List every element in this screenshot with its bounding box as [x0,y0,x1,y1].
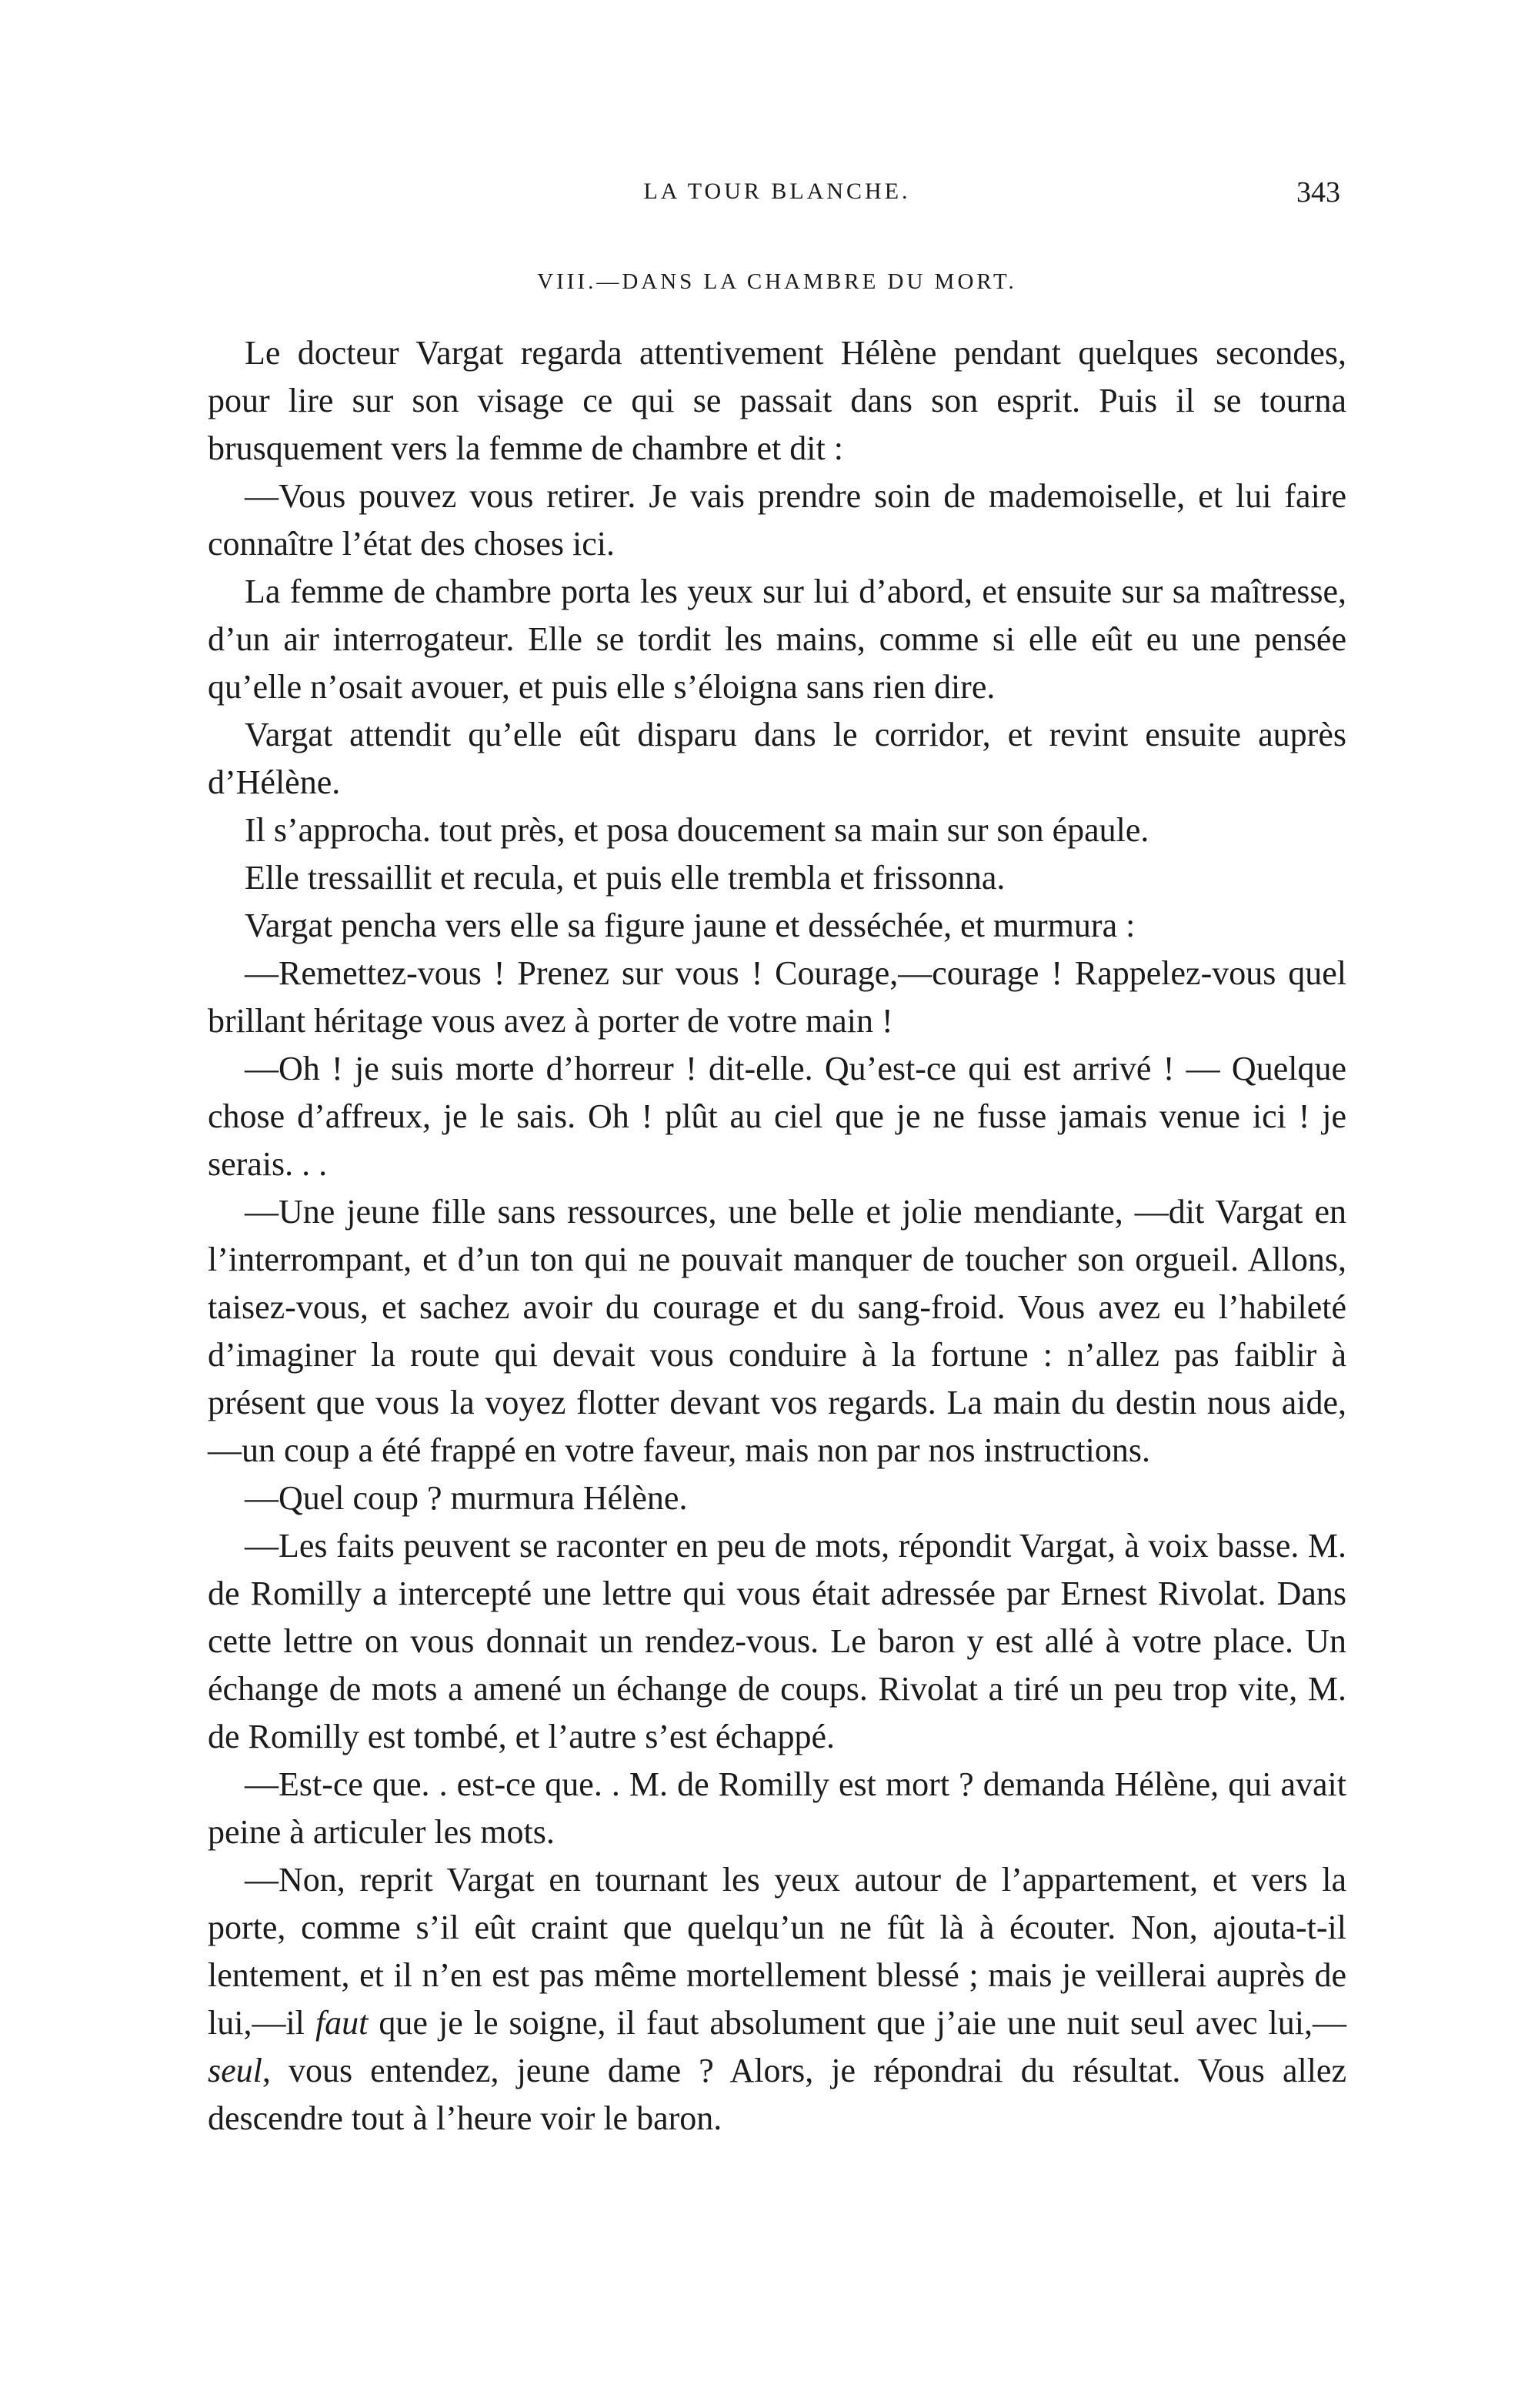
paragraph-4: Vargat attendit qu’elle eût disparu dans le corridor, et revint ensuite auprès d’Hélène. [208,716,1346,801]
chapter-heading: VIII.—DANS LA CHAMBRE DU MORT. [537,269,1017,294]
paragraph-7: Vargat pencha vers elle sa figure jaune et desséchée, et murmura : [245,907,1136,944]
running-title: LA TOUR BLANCHE. [643,179,911,204]
paragraph-2: —Vous pouvez vous retirer. Je vais prendre soin de mademoiselle, et lui faire connaître l’état des choses ici. [208,477,1346,563]
paragraph-10: —Une jeune fille sans ressources, une belle et jolie mendiante, —dit Vargat en l’interrompant, et d’un ton qui ne pouvait manquer de toucher son orgueil. Allons, taisez-vous, et sachez avoir du courage et du sang-froid. Vous avez eu l’habileté d’imaginer la route qui devait vous conduire à la fortune : n’allez pas faiblir à présent que vous la voyez flotter devant vos regards. La main du destin nous aide,—un coup a été frappé en votre faveur, mais non par nos instructions. [208,1193,1346,1469]
body-text [208,329,1346,2142]
page-number: 343 [1296,176,1340,209]
paragraph-11: —Quel coup ? murmura Hélène. [245,1479,688,1517]
paragraph-6: Elle tressaillit et recula, et puis elle trembla et frissonna. [245,859,1006,897]
emphasis-seul: seul [208,2052,262,2089]
paragraph-13: —Est-ce que. . est-ce que. . M. de Romilly est mort ? demanda Hélène, qui avait peine à articuler les mots. [208,1765,1346,1851]
emphasis-faut: faut [315,2004,369,2042]
paragraph-12: —Les faits peuvent se raconter en peu de mots, répondit Vargat, à voix basse. M. de Romilly a intercepté une lettre qui vous était adressée par Ernest Rivolat. Dans cette lettre on vous donnait un rendez-vous. Le baron y est allé à votre place. Un échange de mots a amené un échange de coups. Rivolat a tiré un peu trop vite, M. de Romilly est tombé, et l’autre s’est échappé. [208,1527,1346,1755]
paragraph-9: —Oh ! je suis morte d’horreur ! dit-elle. Qu’est-ce qui est arrivé ! — Quelque chose d’affreux, je le sais. Oh ! plût au ciel que je ne fusse jamais venue ici ! je serais. . . [208,1050,1346,1183]
paragraph-1: Le docteur Vargat regarda attentivement Hélène pendant quelques secondes, pour lire sur son visage ce qui se passait dans son esprit. Puis il se tourna brusquement vers la femme de chambre et dit : [208,334,1346,467]
paragraph-3: La femme de chambre porta les yeux sur lui d’abord, et ensuite sur sa maîtresse, d’un air interrogateur. Elle se tordit les mains, comme si elle eût eu une pensée qu’elle n’osait avouer, et puis elle s’éloigna sans rien dire. [208,573,1346,706]
running-head [208,176,1346,217]
paragraph-14: —Non, reprit Vargat en tournant les yeux autour de l’appartement, et vers la porte, comme s’il eût craint que quelqu’un ne fût là à écouter. Non, ajouta-t-il lentement, et il n’en est pas même mortellement blessé ; mais je veillerai auprès de lui,—il faut que je le soigne, il faut absolument que j’aie une nuit seul avec lui,—seul, vous entendez, jeune dame ? Alors, je répondrai du résultat. Vous allez descendre tout à l’heure voir le baron. [208,1861,1346,2137]
paragraph-8: —Remettez-vous ! Prenez sur vous ! Courage,—courage ! Rappelez-vous quel brillant héritage vous avez à porter de votre main ! [208,954,1346,1040]
paragraph-5: Il s’approcha. tout près, et posa doucement sa main sur son épaule. [245,811,1149,849]
